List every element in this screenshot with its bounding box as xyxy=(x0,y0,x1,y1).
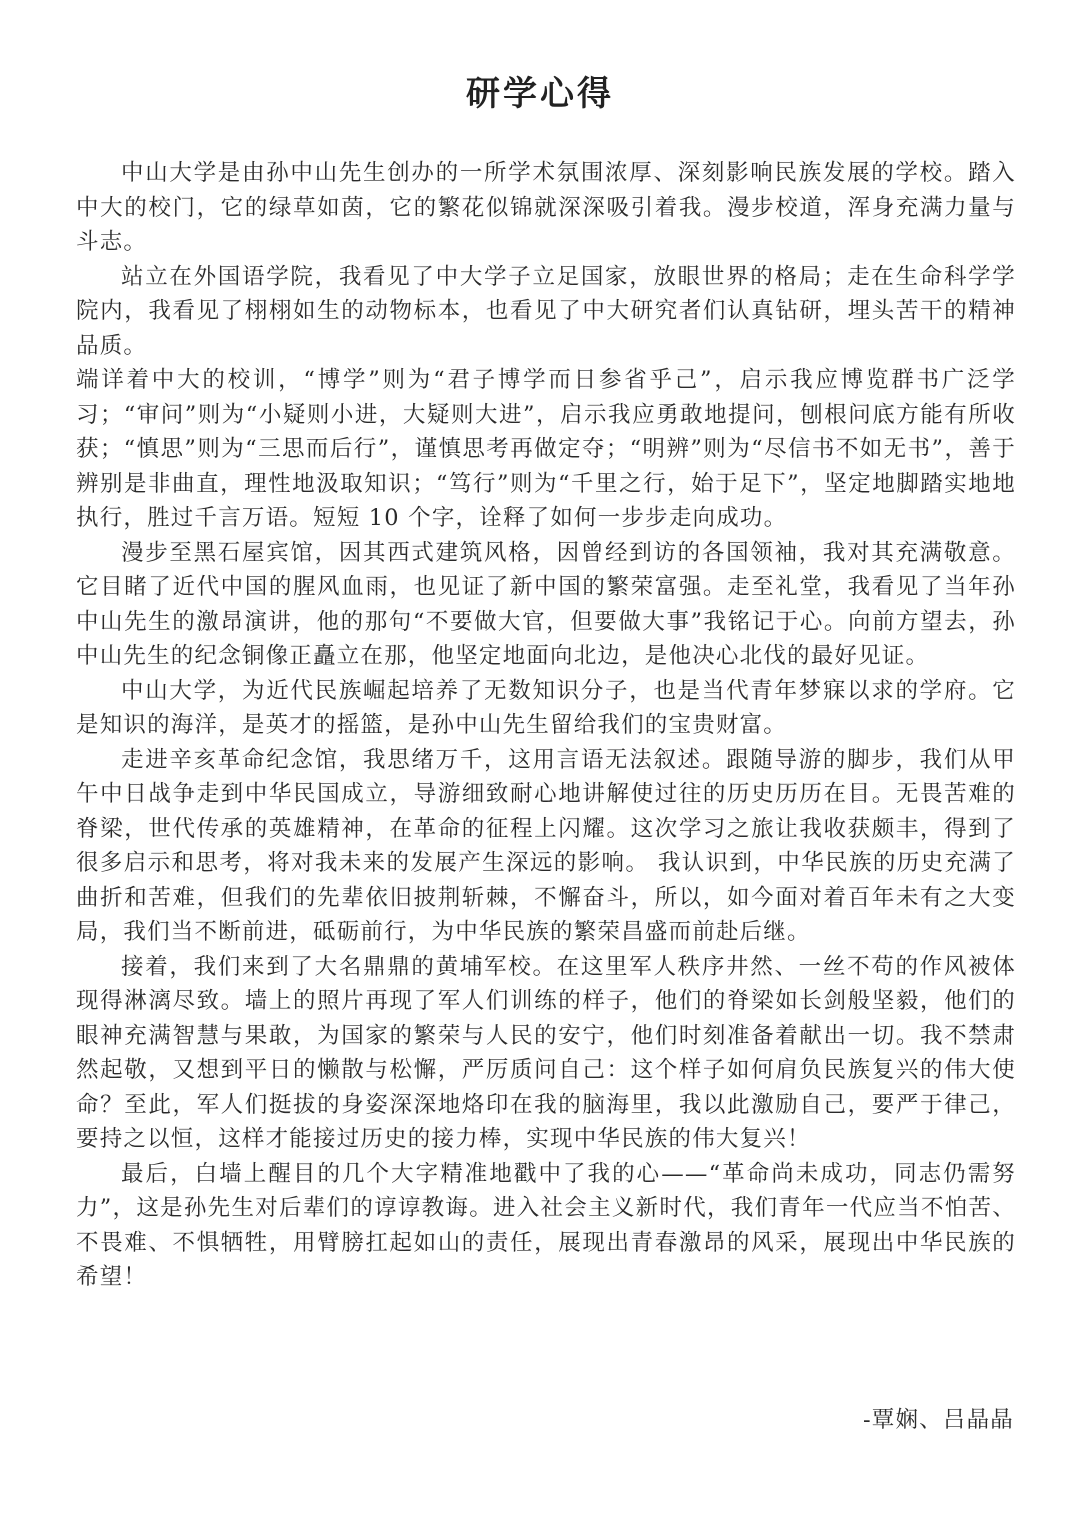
paragraph-4: 漫步至黑石屋宾馆，因其西式建筑风格，因曾经到访的各国领袖，我对其充满敬意。它目睹了近代中国的腥风血雨，也见证了新中国的繁荣富强。走至礼堂，我看见了当年孙中山先生的激昂演讲，他的那句“不要做大官，但要做大事”我铭记于心。向前方望去，孙中山先生的纪念铜像正矗立在那，他坚定地面向北边，是他决心北伐的最好见证。 xyxy=(76,539,1016,669)
paragraph-7: 接着，我们来到了大名鼎鼎的黄埔军校。在这里军人秩序井然、一丝不苟的作风被体现得淋漓尽致。墙上的照片再现了军人们训练的样子，他们的脊梁如长剑般坚毅，他们的眼神充满智慧与果敢，为国家的繁荣与人民的安宁，他们时刻准备着献出一切。我不禁肃然起敬，又想到平日的懒散与松懈，严厉质问自己：这个样子如何肩负民族复兴的伟大使命？至此，军人们挺拔的身姿深深地烙印在我的脑海里，我以此激励自己，要严于律己，要持之以恒，这样才能接过历史的接力棒，实现中华民族的伟大复兴！ xyxy=(76,953,1016,1152)
paragraph-3: 端详着中大的校训，“博学”则为“君子博学而日参省乎己”，启示我应博览群书广泛学习；“审问”则为“小疑则小进，大疑则大进”，启示我应勇敢地提问，刨根问底方能有所收获；“慎思”则为“三思而后行”，谨慎思考再做定夺；“明辨”则为“尽信书不如无书”，善于辨别是非曲直，理性地汲取知识；“笃行”则为“千里之行，始于足下”，坚定地脚踏实地地执行，胜过千言万语。短短 10 个字，诠释了如何一步步走向成功。 xyxy=(76,367,1016,531)
document-body xyxy=(76,156,1016,1295)
paragraph-5: 中山大学，为近代民族崛起培养了无数知识分子，也是当代青年梦寐以求的学府。它是知识的海洋，是英才的摇篮，是孙中山先生留给我们的宝贵财富。 xyxy=(76,677,1016,738)
author-signature: -覃娴、吕晶晶 xyxy=(862,1407,1014,1433)
paragraph-1: 中山大学是由孙中山先生创办的一所学术氛围浓厚、深刻影响民族发展的学校。踏入中大的校门，它的绿草如茵，它的繁花似锦就深深吸引着我。漫步校道，浑身充满力量与斗志。 xyxy=(76,160,1016,255)
document-title: 研学心得 xyxy=(466,74,614,114)
paragraph-6: 走进辛亥革命纪念馆，我思绪万千，这用言语无法叙述。跟随导游的脚步，我们从甲午中日战争走到中华民国成立，导游细致耐心地讲解使过往的历史历历在目。无畏苦难的脊梁，世代传承的英雄精神，在革命的征程上闪耀。这次学习之旅让我收获颇丰，得到了很多启示和思考，将对我未来的发展产生深远的影响。 我认识到，中华民族的历史充满了曲折和苦难，但我们的先辈依旧披荆斩棘，不懈奋斗，所以，如今面对着百年未有之大变局，我们当不断前进，砥砺前行，为中华民族的繁荣昌盛而前赴后继。 xyxy=(76,746,1016,945)
paragraph-8: 最后，白墙上醒目的几个大字精准地戳中了我的心——“革命尚未成功，同志仍需努力”，这是孙先生对后辈们的谆谆教诲。进入社会主义新时代，我们青年一代应当不怕苦、不畏难、不惧牺牲，用臂膀扛起如山的责任，展现出青春激昂的风采，展现出中华民族的希望！ xyxy=(76,1160,1016,1290)
paragraph-2: 站立在外国语学院，我看见了中大学子立足国家，放眼世界的格局；走在生命科学学院内，我看见了栩栩如生的动物标本，也看见了中大研究者们认真钻研，埋头苦干的精神品质。 xyxy=(76,263,1016,359)
